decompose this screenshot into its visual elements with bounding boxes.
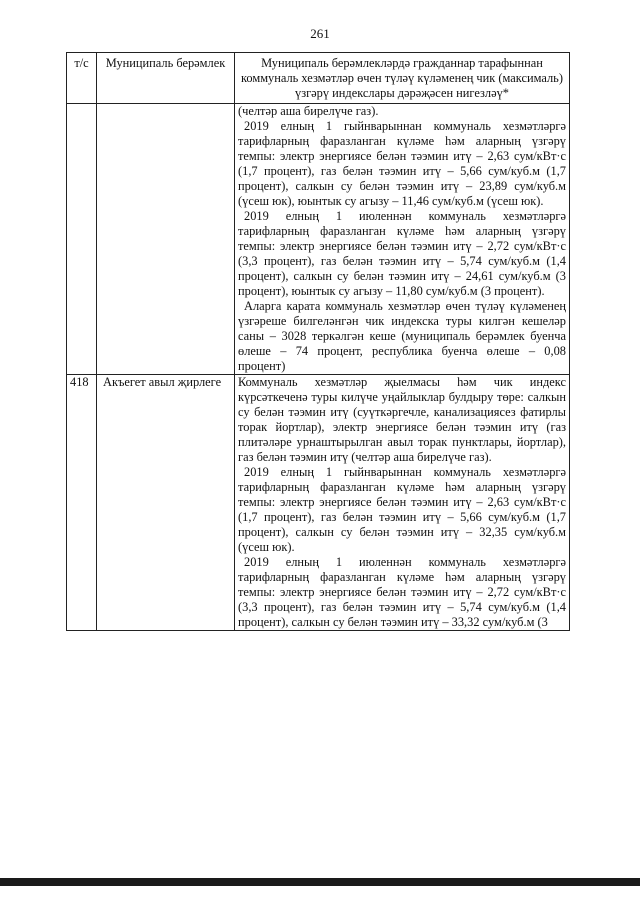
paragraph: 2019 елның 1 гыйнварыннан коммуналь хезмәтләргә тарифларның фаразланган күләме һәм аларның үзгәрү темпы: электр энергиясе белән тәэмин итү – 2,63 сум/кВт·с (1,7 процент), газ белән тәэмин итү – 5,66 сум/куб.м (1,7 процент), салкын су белән тәэмин итү – 23,89 сум/куб.м (үсеш юк), юынтык су агызу – 11,46 сум/куб.м (үсеш юк). — [238, 119, 566, 208]
paragraph: Аларга карата коммуналь хезмәтләр өчен түләү күләменең үзгәреше билгеләнгән чик индекска туры килгән кешеләр саны – 3028 теркәлгән кеше (муниципаль берәмлек буенча өлеше – 74 процент, республика буенча өлеше – 0,08 процент) — [238, 299, 566, 373]
bottom-scan-border — [0, 878, 640, 886]
paragraph: 2019 елның 1 июленнән коммуналь хезмәтләргә тарифларның фаразланган күләме һәм аларның үзгәрү темпы: электр энергиясе белән тәэмин итү – 2,72 сум/кВт·с (3,3 процент), газ белән тәэмин итү – 5,74 сум/куб.м (1,4 процент), салкын су белән тәэмин итү – 33,32 сум/куб.м (3 — [238, 555, 566, 629]
row-num — [67, 104, 97, 375]
row-num: 418 — [67, 375, 97, 631]
row-basis — [235, 104, 570, 375]
header-basis: Муниципаль берәмлекләрдә гражданнар тарафыннан коммуналь хезмәтләр өчен түләү күләменең чик (максималь) үзгәрү индекслары дәрәҗәсен нигезләү* — [235, 53, 570, 104]
paragraph: Коммуналь хезмәтләр җыелмасы һәм чик индекс күрсәткеченә туры килүче уңайлыклар булдыру төре: салкын су белән тәэмин итү (суүткәргечле, канализациясез фатирлы торак йортлар), электр энергиясе белән тәэмин итү (газ плитәләре урнаштырылган авыл торак пунктлары, йортлар), газ белән тәэмин итү (челтәр аша бирелүче газ). — [238, 375, 566, 464]
row-basis — [235, 375, 570, 631]
header-municipality: Муниципаль берәмлек — [97, 53, 235, 104]
table-row — [67, 104, 570, 375]
row-municipality — [97, 104, 235, 375]
table-header-row — [67, 53, 570, 104]
table-row — [67, 375, 570, 631]
page-number: 261 — [310, 26, 330, 41]
paragraph: 2019 елның 1 гыйнварыннан коммуналь хезмәтләргә тарифларның фаразланган күләме һәм аларның үзгәрү темпы: электр энергиясе белән тәэмин итү – 2,63 сум/кВт·с (1,7 процент), газ белән тәэмин итү – 5,66 сум/куб.м (1,7 процент), салкын су белән тәэмин итү – 32,35 сум/куб.м (үсеш юк). — [238, 465, 566, 554]
row-municipality: Акъегет авыл җирлеге — [97, 375, 235, 631]
header-num: т/с — [67, 53, 97, 104]
tariff-table — [66, 52, 570, 631]
paragraph: 2019 елның 1 июленнән коммуналь хезмәтләргә тарифларның фаразланган күләме һәм аларның үзгәрү темпы: электр энергиясе белән тәэмин итү – 2,72 сум/кВт·с (3,3 процент), газ белән тәэмин итү – 5,74 сум/куб.м (1,4 процент), салкын су белән тәэмин итү – 24,61 сум/куб.м (3 процент), юынтык су агызу – 11,80 сум/куб.м (3 процент). — [238, 209, 566, 298]
paragraph: (челтәр аша бирелүче газ). — [238, 104, 379, 118]
